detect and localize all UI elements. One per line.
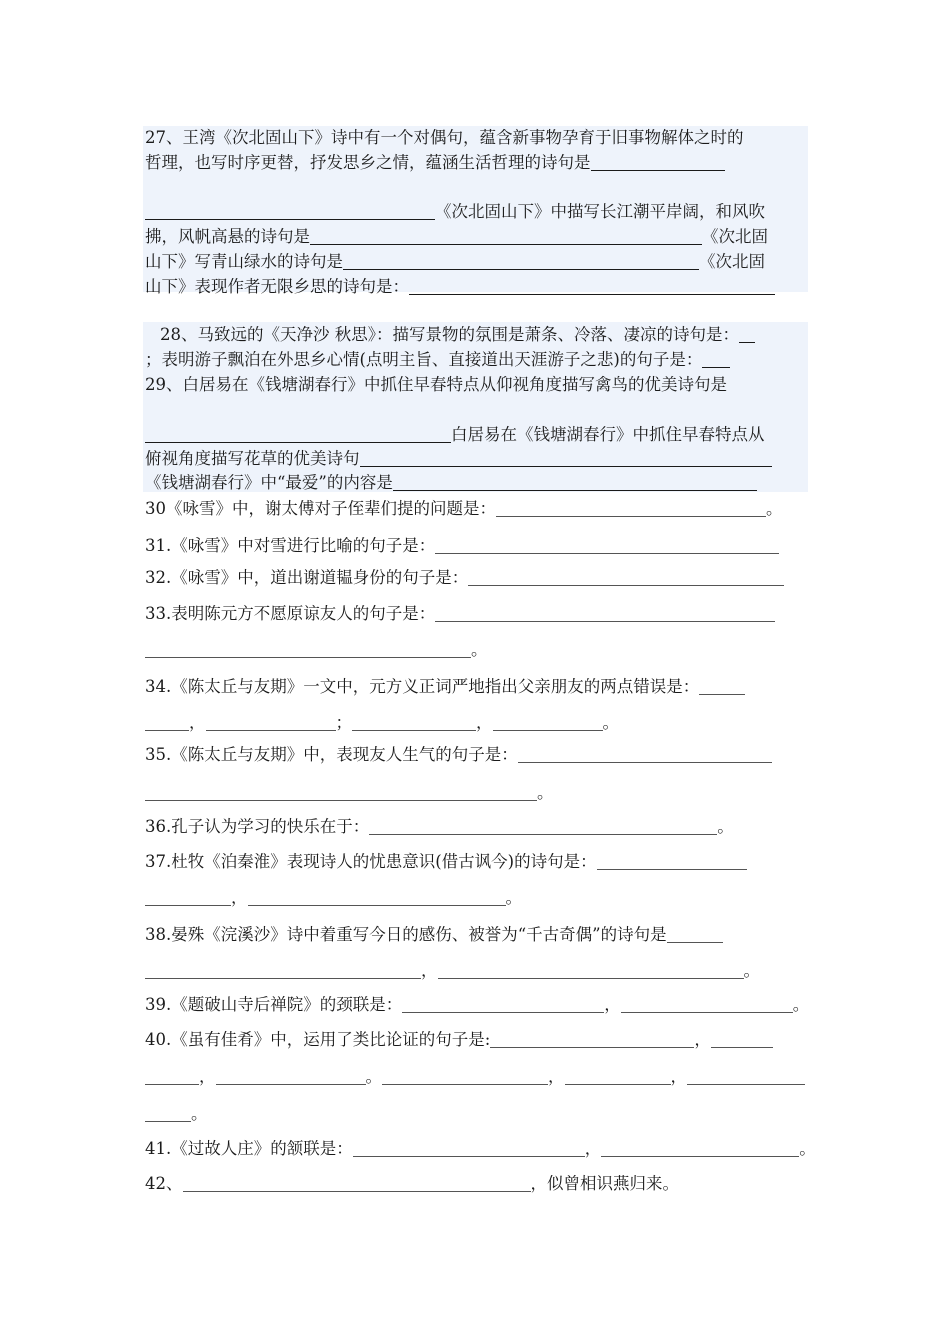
q37-line-2: ， 。	[145, 887, 522, 909]
q36-line: 36.孔子认为学习的快乐在于： 。	[145, 817, 734, 836]
q27-answer-blank-2[interactable]	[145, 203, 435, 220]
q31-answer-blank[interactable]	[435, 537, 779, 554]
q29-answer-blank-3[interactable]	[393, 474, 757, 491]
q32-line: 32.《咏雪》中，道出谢道韫身份的句子是：	[145, 567, 784, 589]
q30-line: 30《咏雪》中，谢太傅对子侄辈们提的问题是： 。	[145, 499, 783, 518]
q27-answer-blank-3[interactable]	[310, 228, 702, 245]
q34-answer-blank-3[interactable]	[352, 714, 476, 731]
q27-line-5: 山下》写青山绿水的诗句是 《次北固	[145, 252, 765, 271]
q33-line-2: 。	[145, 639, 488, 661]
q29-answer-blank-1[interactable]	[145, 426, 451, 443]
q38-line-1: 38.晏殊《浣溪沙》诗中着重写今日的感伤、被誉为“千古奇偶”的诗句是	[145, 924, 723, 946]
q37-line-1: 37.杜牧《泊秦淮》表现诗人的忧患意识(借古讽今)的诗句是：	[145, 851, 747, 873]
q33-answer-blank-1[interactable]	[435, 605, 775, 622]
q27-answer-blank-1[interactable]	[591, 154, 725, 171]
q36-answer-blank[interactable]	[369, 818, 717, 835]
q37-answer-blank-1a[interactable]	[597, 853, 747, 870]
q41-line: 41.《过故人庄》的颔联是： ， 。	[145, 1139, 816, 1158]
q40-answer-blank-1[interactable]	[490, 1031, 694, 1048]
q29-line-2: 白居易在《钱塘湖春行》中抓住早春特点从	[145, 424, 765, 446]
q34-answer-blank-2[interactable]	[206, 714, 336, 731]
q31-line: 31.《咏雪》中对雪进行比喻的句子是：	[145, 535, 779, 557]
q40-answer-blank-5[interactable]	[565, 1068, 671, 1085]
q39-line: 39.《题破山寺后禅院》的颈联是： ， 。	[145, 995, 810, 1014]
q41-answer-blank-1[interactable]	[353, 1140, 585, 1157]
q27-line-4: 拂，风帆高悬的诗句是 《次北固	[145, 227, 768, 246]
q42-line: 42、 ，似曾相识燕归来。	[145, 1174, 679, 1193]
q29-line-4: 《钱塘湖春行》中“最爱”的内容是	[145, 472, 757, 494]
q40-line-1: 40.《虽有佳肴》中，运用了类比论证的句子是: ，	[145, 1029, 773, 1051]
q40-answer-blank-6a[interactable]	[687, 1068, 805, 1085]
q34-line-1: 34.《陈太丘与友期》一文中，元方义正词严地指出父亲朋友的两点错误是：	[145, 676, 745, 698]
q35-answer-blank-2[interactable]	[145, 784, 537, 801]
q37-answer-blank-2[interactable]	[248, 889, 506, 906]
q40-answer-blank-3[interactable]	[216, 1068, 366, 1085]
q28-line-1: 28、马致远的《天净沙 秋思》：描写景物的氛围是萧条、冷落、凄凉的诗句是：	[160, 324, 755, 346]
q40-line-3: 。	[145, 1103, 208, 1125]
q39-answer-blank-1[interactable]	[402, 996, 604, 1013]
q27-line-1: 27、王湾《次北固山下》诗中有一个对偶句，蕴含新事物孕育于旧事物解体之时的	[145, 128, 744, 147]
q34-answer-blank-4[interactable]	[493, 714, 603, 731]
q27-line-2: 哲理，也写时序更替，抒发思乡之情，蕴涵生活哲理的诗句是	[145, 152, 725, 174]
q35-line-2: 。	[145, 782, 554, 804]
q35-line-1: 35.《陈太丘与友期》中，表现友人生气的句子是：	[145, 744, 772, 766]
q39-answer-blank-2[interactable]	[621, 996, 793, 1013]
q27-answer-blank-5[interactable]	[409, 278, 775, 295]
q27-line-3: 《次北固山下》中描写长江潮平岸阔，和风吹	[145, 201, 765, 223]
q40-line-2: ， 。 ， ，	[145, 1066, 805, 1088]
q38-answer-blank-1a[interactable]	[667, 926, 723, 943]
q27-answer-blank-4[interactable]	[343, 253, 699, 270]
q40-answer-blank-4[interactable]	[382, 1068, 548, 1085]
q29-line-3: 俯视角度描写花草的优美诗句	[145, 448, 772, 470]
q41-answer-blank-2[interactable]	[601, 1140, 799, 1157]
q34-answer-blank-1b[interactable]	[145, 714, 189, 731]
q33-line-1: 33.表明陈元方不愿原谅友人的句子是：	[145, 603, 775, 625]
q34-answer-blank-1a[interactable]	[699, 678, 745, 695]
q28-line-2: ；表明游子飘泊在外思乡心情(点明主旨、直接道出天涯游子之悲)的句子是：	[145, 349, 730, 371]
q35-answer-blank-1[interactable]	[518, 746, 772, 763]
q40-answer-blank-6b[interactable]	[145, 1105, 191, 1122]
q29-line-1: 29、白居易在《钱塘湖春行》中抓住早春特点从仰视角度描写禽鸟的优美诗句是	[145, 375, 727, 394]
q29-answer-blank-2[interactable]	[360, 450, 772, 467]
q34-line-2: ， ； ， 。	[145, 712, 619, 734]
q37-answer-blank-1b[interactable]	[145, 889, 231, 906]
q33-answer-blank-2[interactable]	[145, 641, 471, 658]
q40-answer-blank-2b[interactable]	[145, 1068, 199, 1085]
q42-answer-blank[interactable]	[183, 1175, 531, 1192]
q38-answer-blank-1b[interactable]	[145, 962, 421, 979]
q28-answer-blank-1[interactable]	[739, 326, 755, 343]
q27-line-6: 山下》表现作者无限乡思的诗句是：	[145, 276, 775, 298]
q38-answer-blank-2[interactable]	[438, 962, 744, 979]
q32-answer-blank[interactable]	[468, 569, 784, 586]
q40-answer-blank-2a[interactable]	[711, 1031, 773, 1048]
q28-answer-blank-2[interactable]	[702, 351, 730, 368]
q30-answer-blank[interactable]	[496, 500, 766, 517]
q38-line-2: ， 。	[145, 960, 760, 982]
